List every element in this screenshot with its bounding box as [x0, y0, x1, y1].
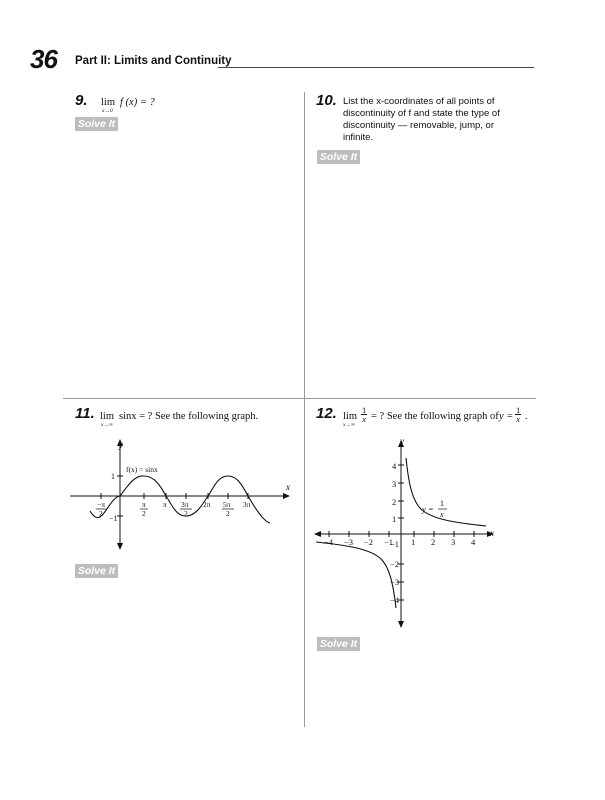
x-axis-label: x — [490, 528, 494, 538]
y-axis-arrow-icon — [117, 543, 123, 550]
y-tick-label: 3 — [392, 479, 397, 489]
x-tick-label: 3π — [181, 500, 189, 509]
y-tick-label: 4 — [392, 461, 397, 471]
y-tick-label: −1 — [109, 514, 118, 523]
x-tick-label: π — [163, 500, 167, 509]
y-tick-label: 1 — [392, 514, 397, 524]
part-title: Part II: Limits and Continuity — [75, 55, 232, 67]
question-10 — [316, 92, 541, 152]
x-tick-label: −π — [97, 500, 106, 509]
y-tick-label: −1 — [390, 539, 400, 549]
x-tick-label: 5π — [223, 500, 231, 509]
y-axis-arrow-icon — [398, 621, 404, 628]
page-number: 36 — [30, 44, 57, 74]
function-prefix: y = — [499, 411, 514, 422]
limit-operator: lim — [101, 97, 116, 108]
question-text-line-1: List the x-coordinates of all points of — [343, 96, 495, 107]
x-tick-label: 3 — [451, 537, 456, 547]
limit-subscript: x→0 — [102, 108, 113, 114]
question-text-line-2: discontinuity of f and state the type of — [343, 108, 500, 119]
y-tick-label: −4 — [390, 595, 400, 605]
x-tick-label: 2 — [226, 509, 230, 518]
fraction-numerator: 1 — [516, 405, 521, 415]
header-rule — [218, 67, 534, 68]
x-tick-label: 4 — [471, 537, 476, 547]
fraction-denominator: x — [516, 414, 521, 424]
function-label: f(x) = sinx — [126, 465, 158, 474]
fraction-denominator: x — [362, 414, 367, 424]
question-number: 9. — [75, 92, 88, 109]
limit-operator: lim — [343, 411, 358, 422]
function-fraction — [515, 406, 521, 423]
limit-fraction — [361, 406, 367, 423]
solve-it-badge: Solve It — [317, 150, 360, 164]
solve-it-badge: Solve It — [75, 117, 118, 131]
x-axis-label: x — [286, 482, 290, 492]
question-text-line-4: infinite. — [343, 132, 374, 143]
y-axis-label: y — [400, 436, 404, 446]
limit-subscript: x→∞ — [101, 422, 113, 428]
y-axis-label: y — [119, 440, 123, 450]
x-tick-label: 2 — [99, 509, 103, 518]
y-tick-label: 1 — [111, 472, 115, 481]
x-tick-label: 2 — [184, 509, 188, 518]
x-tick-label: 2 — [142, 509, 146, 518]
hyperbola-branch-positive — [406, 458, 486, 526]
x-tick-label: 2 — [431, 537, 436, 547]
function-label-numerator: 1 — [440, 499, 444, 508]
question-text-line-3: discontinuity — removable, jump, or — [343, 120, 495, 131]
x-tick-label: 2π — [203, 500, 211, 509]
limit-subscript: x→∞ — [343, 422, 355, 428]
question-number: 12. — [316, 405, 337, 422]
fraction-numerator: 1 — [362, 405, 367, 415]
question-number: 10. — [316, 92, 337, 109]
x-tick-label: 1 — [411, 537, 416, 547]
hyperbola-branch-negative — [316, 542, 396, 608]
question-number: 11. — [75, 405, 95, 422]
reciprocal-graph — [310, 432, 505, 632]
x-tick-label: π — [142, 500, 146, 509]
y-tick-label: −2 — [390, 559, 400, 569]
y-tick-label: −3 — [390, 577, 400, 587]
x-axis-arrow-icon — [314, 531, 321, 537]
limit-operator: lim — [100, 411, 115, 422]
period: . — [525, 411, 528, 422]
x-tick-label: 3π — [243, 500, 251, 509]
solve-it-badge: Solve It — [317, 637, 360, 651]
horizontal-divider — [63, 398, 536, 399]
limit-expression: sinx = ? See the following graph. — [119, 411, 259, 422]
function-label: y = — [422, 504, 434, 514]
y-tick-label: 2 — [392, 497, 397, 507]
question-11 — [75, 405, 300, 435]
x-tick-label: −4 — [324, 537, 334, 547]
question-12 — [316, 405, 541, 435]
x-axis-arrow-icon — [283, 493, 290, 499]
vertical-divider — [304, 92, 305, 727]
sine-graph — [62, 435, 302, 560]
x-tick-label: −2 — [364, 537, 374, 547]
x-tick-label: −1 — [384, 537, 394, 547]
solve-it-badge: Solve It — [75, 564, 118, 578]
function-label-denominator: x — [440, 510, 444, 519]
question-9 — [75, 92, 295, 172]
limit-expression: f (x) = ? — [120, 97, 155, 108]
x-tick-label: −3 — [344, 537, 354, 547]
limit-expression: = ? See the following graph of — [371, 411, 499, 422]
